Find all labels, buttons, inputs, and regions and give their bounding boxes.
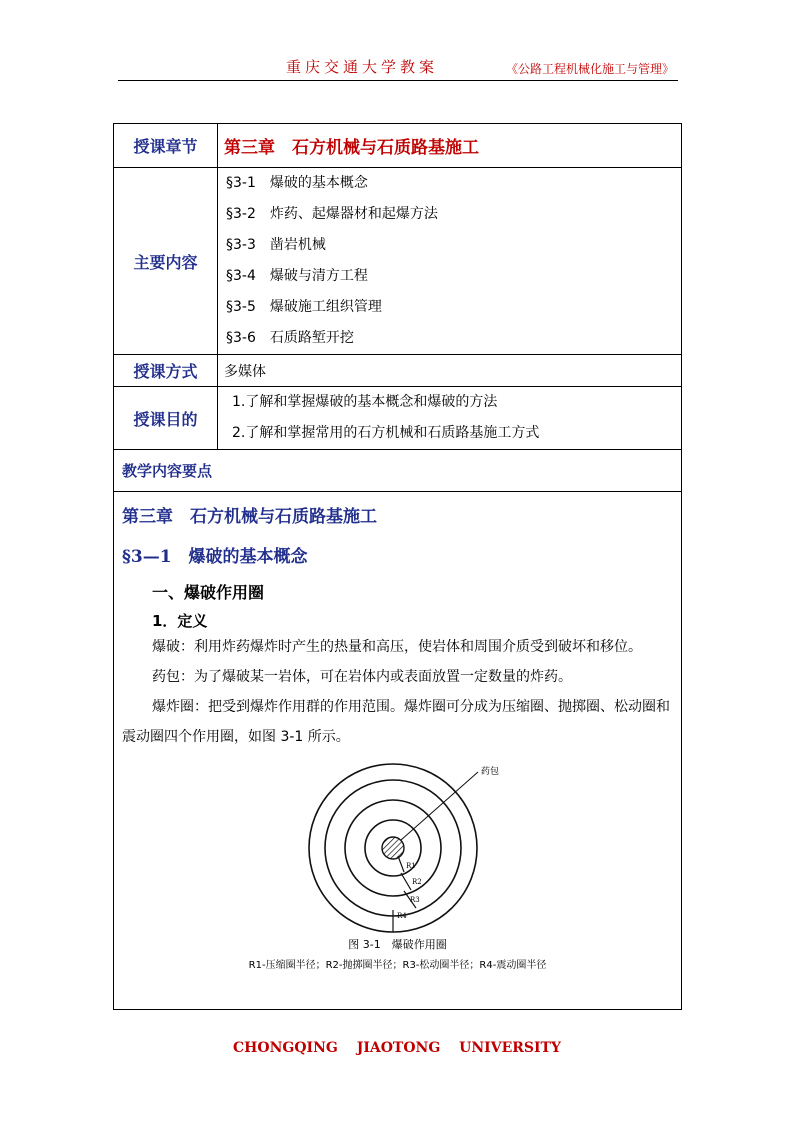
method-label: 授课方式 <box>114 355 218 387</box>
content-item: §3-6 石质路堑开挖 <box>226 330 354 346</box>
key-points-label: 教学内容要点 <box>114 450 682 492</box>
content-item: §3-3 凿岩机械 <box>226 237 326 253</box>
method-value: 多媒体 <box>218 355 682 387</box>
charge-label: 药包 <box>480 767 499 777</box>
paragraph-blast-zone: 爆炸圈：把受到爆炸作用群的作用范围。爆炸圈可分成为压缩圈、抛掷圈、松动圈和震动圈四个作用圈，如图 3-1 所示。 <box>122 699 670 745</box>
chapter-title: 第三章 石方机械与石质路基施工 <box>218 124 682 168</box>
main-content-label: 主要内容 <box>114 168 218 355</box>
content-item: §3-4 爆破与清方工程 <box>226 268 368 284</box>
course-title: 《公路工程机械化施工与管理》 <box>505 62 674 76</box>
figure-3-1 <box>114 752 681 975</box>
chapter-label: 授课章节 <box>114 124 218 168</box>
content-item: §3-1 爆破的基本概念 <box>226 175 368 191</box>
paragraph-charge: 药包：为了爆破某一岩体，可在岩体内或表面放置一定数量的炸药。 <box>152 669 572 685</box>
definition-heading: 1．定义 <box>152 612 208 630</box>
content-chapter-heading: 第三章 石方机械与石质路基施工 <box>122 507 377 527</box>
radius-arrow <box>398 856 404 872</box>
subsection-heading: 一、爆破作用圈 <box>152 583 265 602</box>
content-item: §3-5 爆破施工组织管理 <box>226 299 382 315</box>
figure-caption: 图 3-1 爆破作用圈 <box>348 938 447 951</box>
paragraph-blasting: 爆破：利用炸药爆炸时产生的热量和高压，使岩体和周围介质受到破坏和移位。 <box>152 639 642 655</box>
content-item: §3-2 炸药、起爆器材和起爆方法 <box>226 206 438 222</box>
goal-list <box>218 387 682 450</box>
radius-label-r3: R3 <box>409 896 420 904</box>
section-heading: §3—1 爆破的基本概念 <box>122 547 308 567</box>
figure-legend: R1-压缩圈半径；R2-抛掷圈半径；R3-松动圈半径；R4-震动圈半径 <box>248 960 547 971</box>
page-header <box>118 56 678 81</box>
teaching-content <box>114 492 682 1010</box>
blast-zone-diagram <box>268 760 528 934</box>
charge-center <box>382 837 404 859</box>
lesson-plan-table <box>113 123 682 1010</box>
goal-label: 授课目的 <box>114 387 218 450</box>
university-title: 重庆交通大学教案 <box>286 58 439 76</box>
goal-item: 1.了解和掌握爆破的基本概念和爆破的方法 <box>232 394 498 410</box>
page-footer: CHONGQING JIAOTONG UNIVERSITY <box>233 1040 561 1056</box>
radius-arrow <box>401 873 411 890</box>
radius-label-r2: R2 <box>411 878 422 886</box>
main-content-list <box>218 168 682 355</box>
goal-item: 2.了解和掌握常用的石方机械和石质路基施工方式 <box>232 425 540 441</box>
radius-label-r4: R4 <box>396 912 407 920</box>
radius-label-r1: R1 <box>405 862 416 870</box>
